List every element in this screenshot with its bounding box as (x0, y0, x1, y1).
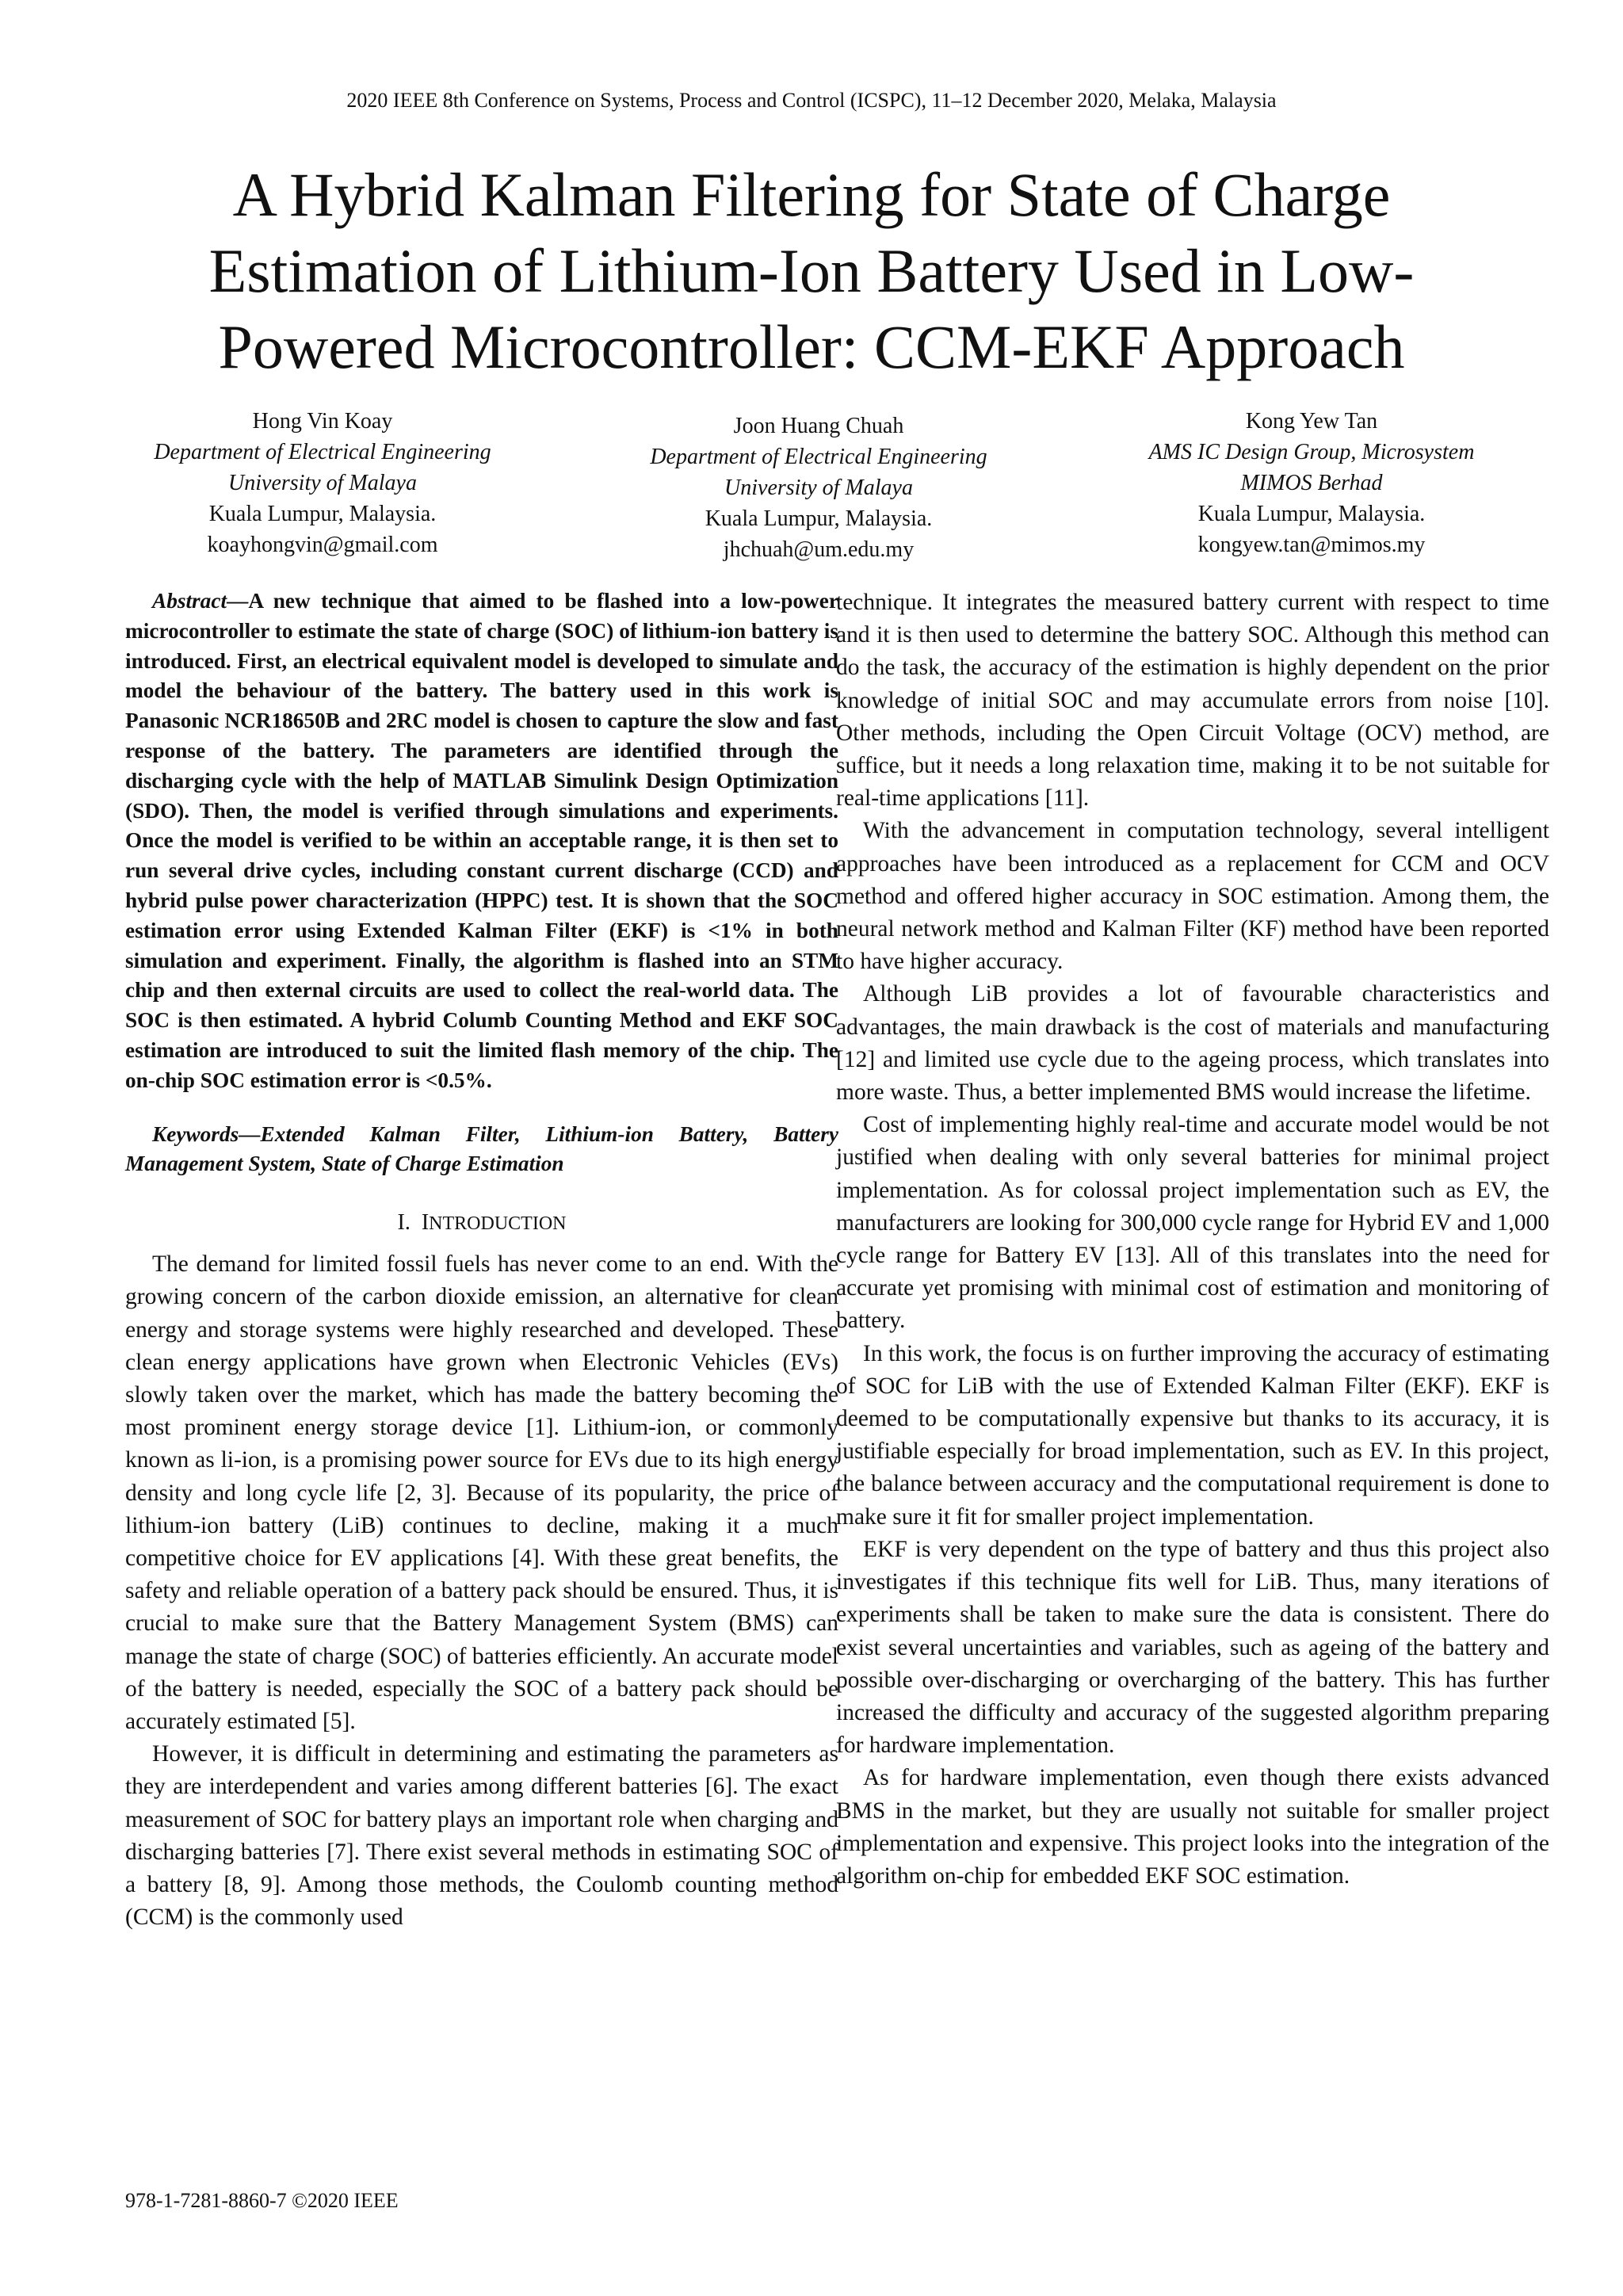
paragraph: Although LiB provides a lot of favourable characteristics and advantages, the main drawback is the cost of materials and manufacturing [12] and limited use cycle due to the ageing process, which translates into more waste. Thus, a better implemented BMS would increase the lifetime. (836, 981, 1549, 1106)
author-location: Kuala Lumpur, Malaysia. (1197, 502, 1426, 526)
paragraph: Cost of implementing highly real-time and accurate model would be not justified when dealing with only several batteries for minimal project implementation. As for colossal project implementation such as EV, the manufacturers are looking for 300,000 cycle range for Hybrid EV and 1,000 cycle range for Battery EV [13]. All of this translates into the need for accurate yet promising with minimal cost of estimation and monitoring of battery. (836, 1112, 1549, 1334)
abstract (125, 586, 838, 1096)
author-location: Kuala Lumpur, Malaysia. (705, 506, 933, 531)
author-organization: University of Malaya (228, 471, 417, 495)
author-name: Joon Huang Chuah (733, 414, 904, 438)
paragraph: In this work, the focus is on further improving the accuracy of estimating of SOC for LiB with the use of Extended Kalman Filter (EKF). EKF is deemed to be computationally expensive but thanks to its accuracy, it is justifiable especially for broad implementation, such as EV. In this project, the balance between accuracy and the computational requirement is done to make sure it fit for smaller project implementation. (836, 1340, 1549, 1530)
paragraph: As for hardware implementation, even though there exists advanced BMS in the market, but they are usually not suitable for smaller project implementation and expensive. This project looks into the integration of the algorithm on-chip for embedded EKF SOC estimation. (836, 1765, 1549, 1889)
paragraph: The demand for limited fossil fuels has never come to an end. With the growing concern of the carbon dioxide emission, an alternative for clean energy and storage systems were highly researched and developed. These clean energy applications have grown when Electronic Vehicles (EVs) slowly taken over the market, which has made the battery becoming the most prominent energy storage device [1]. Lithium-ion, or commonly known as li-ion, is a promising power source for EVs due to its high energy density and long cycle life [2, 3]. Because of its popularity, the price of lithium-ion battery (LiB) continues to decline, making it a much competitive choice for EV applications [4]. With these great benefits, the safety and reliable operation of a battery pack should be ensured. Thus, it is crucial to make sure that the Battery Management System (BMS) can manage the state of charge (SOC) of batteries efficiently. An accurate model of the battery is needed, especially the SOC of a battery pack should be accurately estimated [5]. (125, 1251, 838, 1734)
author-email: kongyew.tan@mimos.my (1197, 533, 1426, 557)
author-3 (1074, 406, 1549, 560)
paragraph: With the advancement in computation technology, several intelligent approaches have been introduced as a replacement for CCM and OCV method and offered higher accuracy in SOC estimation. Among them, the neural network method and Kalman Filter (KF) method have been reported to have higher accuracy. (836, 818, 1549, 975)
left-column (125, 586, 838, 1934)
paragraph: technique. It integrates the measured battery current with respect to time and it is then used to determine the battery SOC. Although this method can do the task, the accuracy of the estimation is highly dependent on the prior knowledge of initial SOC and may accumulate errors from noise [10]. Other methods, including the Open Circuit Voltage (OCV) method, are suffice, but it needs a long relaxation time, making it to be not suitable for real-time applications [11]. (836, 590, 1549, 812)
paragraph: EKF is very dependent on the type of battery and thus this project also investigates if this technique fits well for LiB. Thus, many iterations of experiments shall be taken to make sure the data is consistent. There do exist several uncertainties and variables, such as ageing of the battery and possible over-discharging or overcharging of the battery. This has further increased the difficulty and accuracy of the suggested algorithm preparing for hardware implementation. (836, 1536, 1549, 1759)
section-number: I. (397, 1210, 411, 1236)
title-line-1: A Hybrid Kalman Filtering for State of Charge (232, 160, 1391, 229)
author-department: AMS IC Design Group, Microsystem (1148, 440, 1475, 464)
author-name: Kong Yew Tan (1245, 409, 1378, 434)
author-department: Department of Electrical Engineering (154, 440, 491, 464)
author-2 (581, 411, 1056, 565)
title-line-2: Estimation of Lithium-Ion Battery Used in Low- (208, 236, 1415, 305)
abstract-label: Abstract (152, 589, 227, 613)
title-line-3: Powered Microcontroller: CCM-EKF Approach (218, 312, 1405, 381)
conference-header: 2020 IEEE 8th Conference on Systems, Process and Control (ICSPC), 11–12 December 2020, Melaka, Malaysia (346, 89, 1277, 112)
abstract-dash: — (227, 589, 249, 613)
right-column (836, 586, 1549, 1893)
author-1 (85, 406, 560, 560)
author-email: koayhongvin@gmail.com (207, 533, 438, 557)
section-heading-introduction (125, 1208, 838, 1239)
footer-isbn: 978-1-7281-8860-7 ©2020 IEEE (125, 2189, 399, 2212)
author-department: Department of Electrical Engineering (650, 445, 987, 469)
keywords: Keywords—Extended Kalman Filter, Lithium-ion Battery, Battery Management System, State of Charge Estimation (125, 1121, 838, 1176)
abstract-text: A new technique that aimed to be flashed into a low-power microcontroller to estimate the state of charge (SOC) of lithium-ion battery is introduced. First, an electrical equivalent model is developed to simulate and model the behaviour of the battery. The battery used in this work is Panasonic NCR18650B and 2RC model is chosen to capture the slow and fast response of the battery. The parameters are identified through the discharging cycle with the help of MATLAB Simulink Design Optimization (SDO). Then, the model is verified through simulations and experiments. Once the model is verified to be within an acceptable range, it is then set to run several drive cycles, including constant current discharge (CCD) and hybrid pulse power characterization (HPPC) test. It is shown that the SOC estimation error using Extended Kalman Filter (EKF) is <1% in both simulation and experiment. Finally, the algorithm is flashed into an STM chip and then external circuits are used to collect the real-world data. The SOC is then estimated. A hybrid Columb Counting Method and EKF SOC estimation are introduced to suit the limited flash memory of the chip. The on-chip SOC estimation error is <0.5%. (125, 589, 838, 1092)
paragraph: However, it is difficult in determining and estimating the parameters as they are interdependent and varies among different batteries [6]. The exact measurement of SOC for battery plays an important role when charging and discharging batteries [7]. There exist several methods in estimating SOC of a battery [8, 9]. Among those methods, the Coulomb counting method (CCM) is the commonly used (125, 1741, 838, 1931)
author-organization: University of Malaya (724, 476, 913, 500)
author-name: Hong Vin Koay (252, 409, 393, 434)
section-title-initial: I (421, 1210, 430, 1236)
section-title-rest: NTRODUCTION (429, 1213, 567, 1235)
author-email: jhchuah@um.edu.my (723, 537, 915, 562)
author-organization: MIMOS Berhad (1240, 471, 1383, 495)
paper-title (111, 157, 1512, 385)
author-location: Kuala Lumpur, Malaysia. (208, 502, 437, 526)
